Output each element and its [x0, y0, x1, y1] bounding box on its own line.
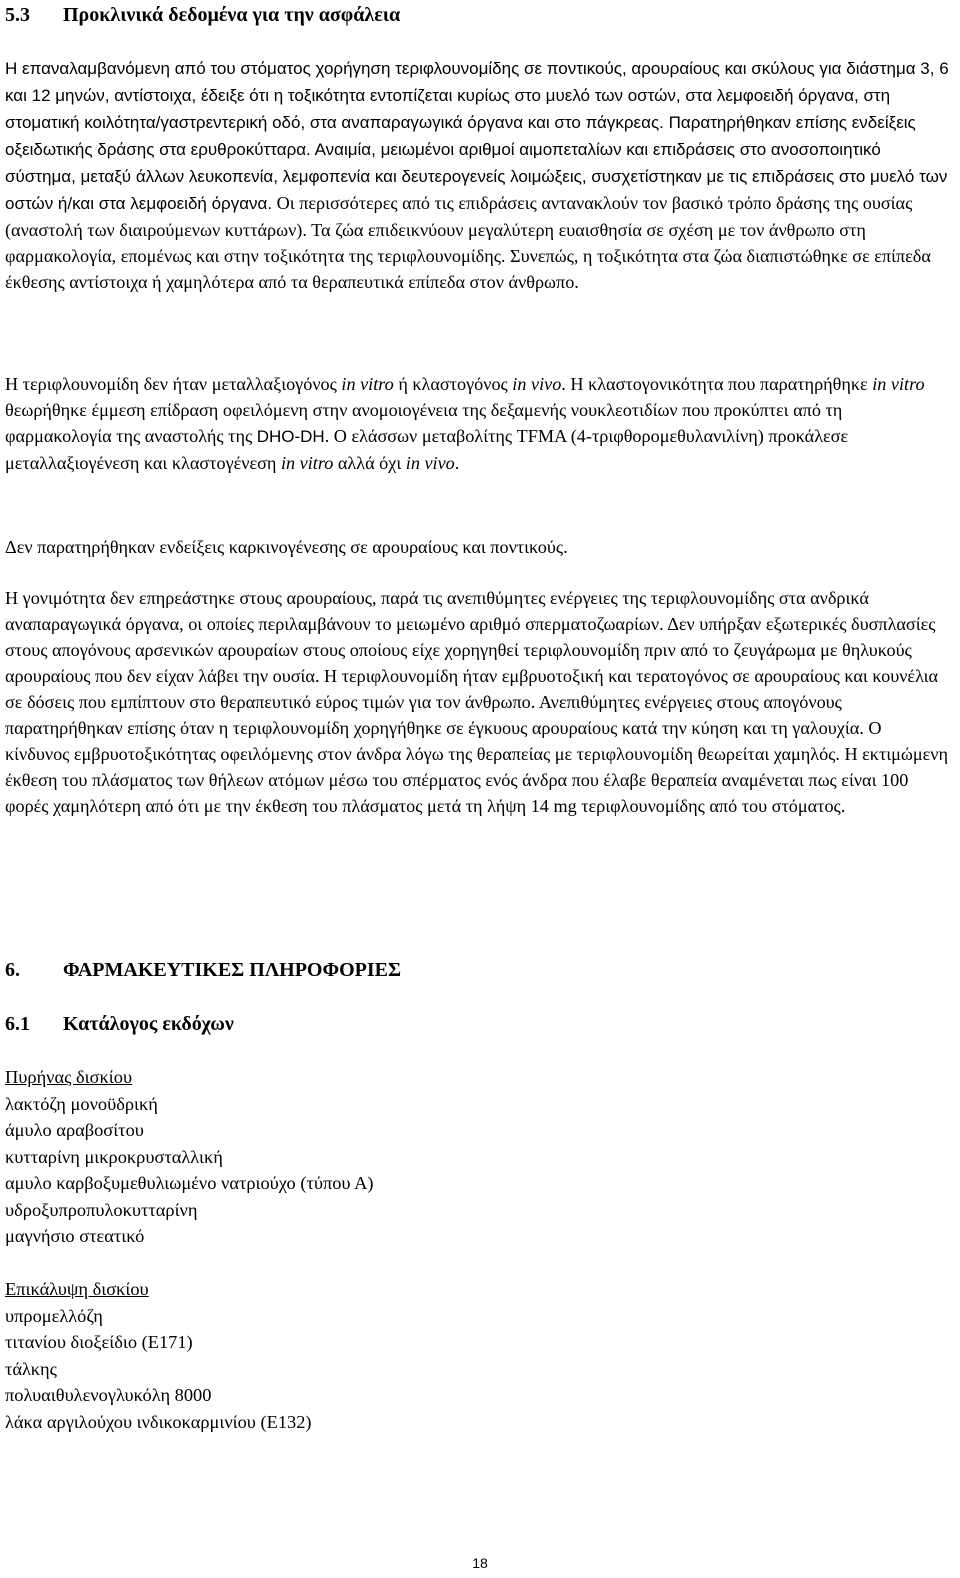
page-number: 18 — [472, 1555, 488, 1571]
text: θεωρήθηκε έμμεση επίδραση οφειλόμενη στην ανομοιογένεια της δεξαμενής νουκλεοτιδίων που προκύπτει από τη φαρμακολογία της αναστολής της — [5, 400, 843, 446]
paragraph-text-sans: Η επαναλαμβανόμενη από του στόματος χορήγηση τεριφλουνομίδης σε ποντικούς, αρουραίους και σκύλους για διάστημα 3, 6 και 12 μηνών, αντίστοιχα, έδειξε ότι η τοξικότητα εντοπίζεται κυρίως στο μυελό των οστών, στα λεμφοειδή όργανα, στη στοματική κοιλότητα/γαστρεντερική οδό, στα αναπαραγωγικά όργανα και στο πάγκρεας. Παρατηρήθηκαν επίσης ενδείξεις οξειδωτικής δράσης στα ερυθροκύτταρα. — [5, 59, 949, 159]
list-item: τιτανίου διοξείδιο (Ε171) — [5, 1332, 193, 1352]
tablet-coating-list — [5, 1276, 312, 1435]
section-number: 5.3 — [5, 4, 30, 26]
list-title: Πυρήνας δισκίου — [5, 1067, 133, 1087]
text: . Ο ελάσσων μεταβολίτης TFMA (4-τριφθορομεθυλανιλίνη) προκάλεσε μεταλλαξιογένεση και κλαστογένεση — [5, 426, 849, 473]
list-item: υπρομελλόζη — [5, 1305, 103, 1326]
list-item: τάλκης — [5, 1358, 57, 1379]
section-5-3-heading — [5, 2, 400, 28]
section-title: Κατάλογος εκδόχων — [63, 1013, 234, 1035]
list-item: αμυλο καρβοξυμεθυλιωμένο νατριούχο (τύπου Α) — [5, 1173, 374, 1193]
italic-term: in vivo — [512, 374, 562, 394]
paragraph-text: Δεν παρατηρήθηκαν ενδείξεις καρκινογένεσης σε αρουραίους και ποντικούς. — [5, 537, 568, 557]
section-title: ΦΑΡΜΑΚΕΥΤΙΚΕΣ ΠΛΗΡΟΦΟΡΙΕΣ — [63, 959, 402, 981]
abbreviation: DHO-DH — [256, 427, 325, 446]
paragraph-text: Η γονιμότητα δεν επηρεάστηκε στους αρουραίους, παρά τις ανεπιθύμητες ενέργειες της τεριφλουνομίδης στα ανδρικά αναπαραγωγικά όργανα, οι οποίες περιλαμβάνουν το μειωμένο αριθμό σπερματοζωαρίων. Δεν υπήρξαν εξωτερικές δυσπλασίες στους απογόνους αρσενικών αρουραίων στους οποίους είχε χορηγηθεί τεριφλουνομίδη πριν από το ζευγάρωμα με θηλυκούς αρουραίους που δεν είχαν λάβει την ουσία. Η τεριφλουνομίδη ήταν εμβρυοτοξική και τερατογόνος σε αρουραίους και κουνέλια σε δόσεις που εμπίπτουν στο θεραπευτικό εύρος τιμών για τον άνθρωπο. Ανεπιθύμητες ενέργειες στους απογόνους παρατηρήθηκαν επίσης όταν η τεριφλουνομίδη χορηγήθηκε σε έγκυους αρουραίους κατά την κύηση και τη γαλουχία. Ο κίνδυνος εμβρυοτοξικότητας οφειλόμενης στον άνδρα λόγω της θεραπείας με τεριφλουνομίδη θεωρείται χαμηλός. Η εκτιμώμενη έκθεση του πλάσματος των θήλεων ατόμων μέσω του σπέρματος ενός άνδρα που έλαβε θεραπεία αναμένεται πως είναι 100 φορές χαμηλότερη από ότι με την έκθεση του πλάσματος μετά τη λήψη 14 mg τεριφλουνομίδης από του στόματος. — [5, 588, 949, 816]
text: ή κλαστογόνος — [393, 374, 513, 394]
section-6-1-heading — [5, 1011, 234, 1037]
list-item: λακτόζη μονοϋδρική — [5, 1093, 158, 1114]
list-item: άμυλο αραβοσίτου — [5, 1120, 144, 1140]
text: αλλά όχι — [333, 453, 406, 473]
list-item: λάκα αργιλούχου ινδικοκαρμινίου (Ε132) — [5, 1411, 312, 1432]
paragraph-fertility — [5, 585, 950, 819]
paragraph-carcinogenicity — [5, 534, 950, 560]
paragraph-text: Οι περισσότερες από τις επιδράσεις αντανακλούν τον βασικό τρόπο δράσης της ουσίας (αναστολή των διαιρούμενων κυττάρων). Τα ζώα επιδεικνύουν μεγαλύτερη ευαισθησία σε σχέση με τον άνθρωπο στη φαρμακολογία, επομένως και στην τοξικότητα της τεριφλουνομίδης. Συνεπώς, η τοξικότητα στα ζώα διαπιστώθηκε σε επίπεδα έκθεσης αντίστοιχα ή χαμηλότερα από τα θεραπευτικά επίπεδα στον άνθρωπο. — [5, 193, 931, 292]
list-item: υδροξυπροπυλοκυτταρίνη — [5, 1199, 198, 1220]
list-item: πολυαιθυλενογλυκόλη 8000 — [5, 1385, 212, 1405]
text: . — [454, 453, 460, 473]
section-number: 6. — [5, 959, 20, 981]
tablet-core-list — [5, 1064, 374, 1250]
paragraph-genotoxicity — [5, 371, 950, 476]
paragraph-text-sans: Αναιμία, μειωμένοι αριθμοί αιμοπεταλίων και επιδράσεις στο ανοσοποιητικό σύστημα, μεταξύ άλλων λευκοπενία, λεμφοπενία και δευτερογενείς λοιμώξεις, συσχετίστηκαν με τις επιδράσεις στο μυελό των οστών ή/και στα λεμφοειδή όργανα. — [5, 140, 948, 213]
text: Η τεριφλουνομίδη δεν ήταν μεταλλαξιογόνος — [5, 374, 342, 394]
section-number: 6.1 — [5, 1013, 30, 1035]
section-title: Προκλινικά δεδομένα για την ασφάλεια — [63, 4, 401, 26]
list-item: μαγνήσιο στεατικό — [5, 1226, 145, 1246]
italic-term: in vitro — [280, 453, 334, 473]
italic-term: in vitro — [341, 374, 394, 394]
italic-term: in vivo — [405, 453, 455, 473]
italic-term: in vitro — [872, 374, 925, 394]
section-6-heading — [5, 957, 401, 983]
list-item: κυτταρίνη μικροκρυσταλλική — [5, 1146, 223, 1167]
list-title: Επικάλυψη δισκίου — [5, 1279, 149, 1299]
text: . Η κλαστογονικότητα που παρατηρήθηκε — [561, 374, 873, 394]
paragraph-toxicity — [5, 55, 950, 295]
